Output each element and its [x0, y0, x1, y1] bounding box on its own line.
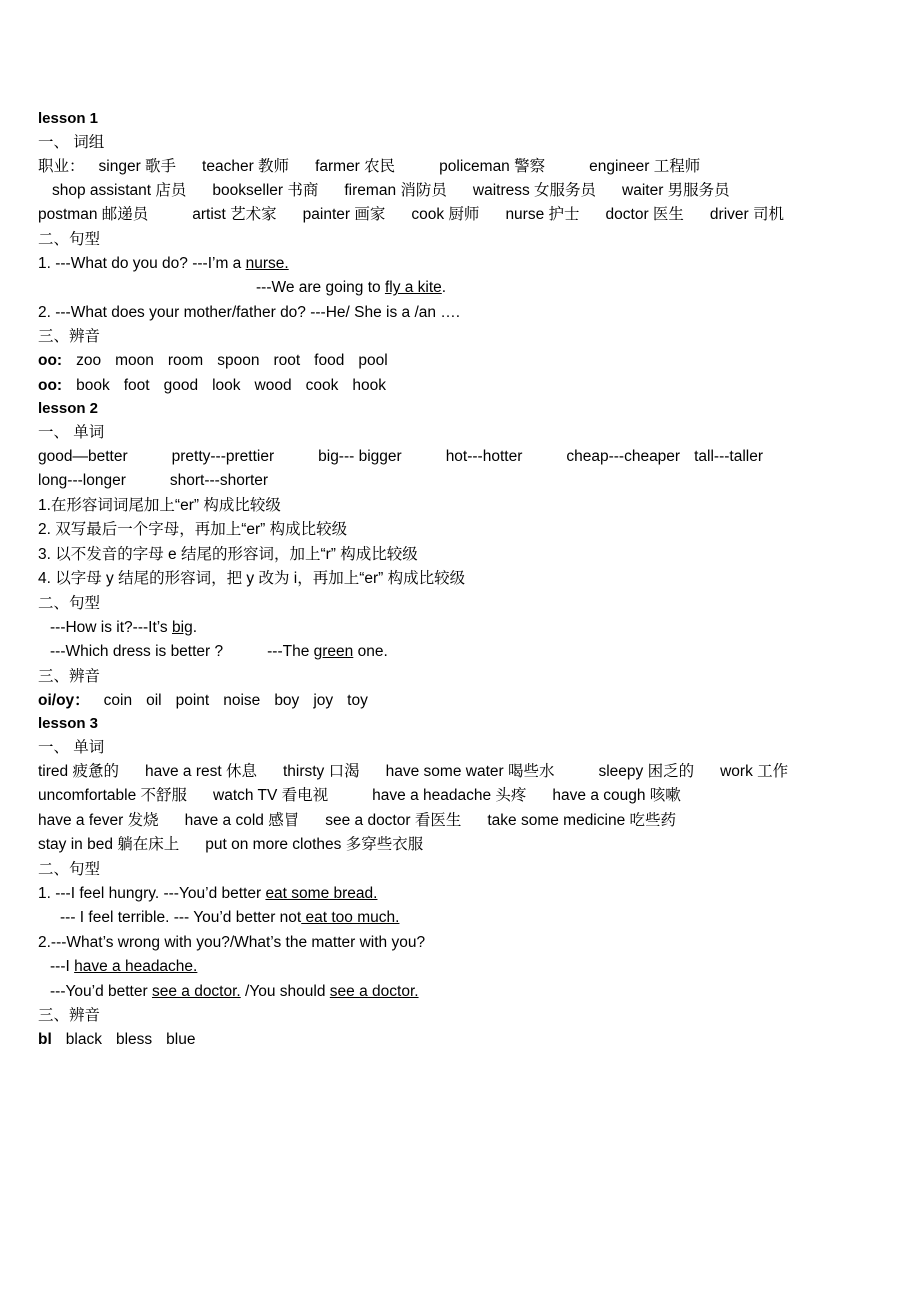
- lesson-1-jobs-line-2: [38, 179, 876, 203]
- word-item: see a doctor 看医生: [325, 811, 462, 829]
- sentence-text: ---You’d better: [50, 982, 152, 1000]
- lesson-3-phonics-bl: [38, 1028, 876, 1052]
- sentence-underlined: have a headache.: [74, 958, 198, 976]
- phonics-word: moon: [115, 352, 154, 370]
- lesson-1-sentence-1: [38, 252, 876, 276]
- sentence-underlined: fly a kite: [384, 279, 442, 297]
- lesson-3-title: lesson 3: [38, 715, 99, 733]
- sentence-text: ---How is it?---It’s: [50, 618, 172, 636]
- word-item: have a cold 感冒: [184, 811, 300, 829]
- job-item: fireman 消防员: [344, 182, 447, 199]
- phonics-label: bl: [38, 1031, 52, 1049]
- sentence-text: ---I: [50, 958, 75, 976]
- sentence-tail: one.: [353, 643, 388, 661]
- sentence-underlined: see a doctor.: [329, 982, 419, 1000]
- job-item: waiter 男服务员: [622, 182, 730, 199]
- job-item: artist 艺术家: [192, 206, 277, 224]
- lesson-2-sentence-2: [38, 640, 876, 664]
- word-pair: cheap---cheaper: [566, 447, 681, 465]
- job-item: postman 邮递员: [38, 206, 149, 224]
- phonics-word: food: [314, 352, 345, 370]
- phonics-word: look: [212, 376, 241, 394]
- lesson-2-rule-2: 2. 双写最后一个字母，再加上“er” 构成比较级: [38, 521, 348, 539]
- sentence-text: ---We are going to: [256, 279, 385, 297]
- sentence-text: /You should: [240, 982, 330, 1000]
- job-item: singer 歌手: [98, 157, 177, 175]
- sentence-text: 1. ---What do you do? ---I’m a: [38, 254, 246, 272]
- phonics-word: noise: [223, 691, 261, 709]
- sentence-underlined: eat some bread.: [265, 884, 378, 902]
- lesson-3-sentence-3: [38, 955, 876, 979]
- job-item: driver 司机: [709, 206, 784, 224]
- job-item: teacher 教师: [202, 157, 290, 175]
- lesson-2-rule-4: 4. 以字母 y 结尾的形容词，把 y 改为 i，再加上“er” 构成比较级: [38, 570, 466, 588]
- phonics-word: black: [65, 1031, 102, 1049]
- sentence-tail: .: [441, 279, 447, 297]
- jobs-label: 职业：: [38, 157, 85, 175]
- job-item: engineer 工程师: [589, 157, 701, 175]
- phonics-word: cook: [305, 376, 339, 394]
- job-item: cook 厨师: [411, 206, 480, 224]
- job-item: nurse 护士: [505, 206, 580, 224]
- sentence-text: ---Which dress is better ?: [50, 643, 224, 661]
- phonics-word: book: [76, 376, 110, 394]
- job-item: doctor 医生: [605, 206, 684, 224]
- lesson-3-words-line-4: [38, 833, 876, 857]
- lesson-3-words-line-1: [38, 760, 876, 784]
- word-item: tired 疲惫的: [38, 762, 119, 780]
- phonics-word: foot: [123, 376, 150, 394]
- lesson-3-words-line-2: [38, 784, 876, 808]
- phonics-word: boy: [274, 691, 300, 709]
- sentence-underlined: eat too much.: [301, 909, 400, 927]
- lesson-1-section: [38, 108, 876, 398]
- lesson-2-section: [38, 398, 876, 713]
- word-pair: short---shorter: [169, 472, 269, 490]
- lesson-3-section-3-heading: 三、辨音: [38, 1007, 101, 1025]
- word-item: thirsty 口渴: [282, 762, 360, 780]
- word-pair: hot---hotter: [445, 447, 523, 465]
- phonics-word: wood: [254, 376, 292, 394]
- word-pair: big--- bigger: [318, 447, 402, 465]
- lesson-1-phonics-oo-1: [38, 349, 876, 373]
- lesson-2-title: lesson 2: [38, 400, 99, 418]
- lesson-1-phonics-oo-2: [38, 374, 876, 398]
- lesson-3-sentence-4: [38, 980, 876, 1004]
- word-item: have a rest 休息: [144, 762, 257, 780]
- lesson-2-section-3-heading: 三、辨音: [38, 667, 101, 685]
- phonics-word: toy: [347, 691, 368, 709]
- word-item: have a cough 咳嗽: [552, 787, 681, 805]
- sentence-tail: .: [192, 618, 197, 636]
- phonics-word: blue: [166, 1031, 196, 1049]
- lesson-3-sentence-1b: [38, 906, 876, 930]
- lesson-2-words-line-1: [38, 445, 876, 469]
- lesson-1-section-2-heading: 二、句型: [38, 230, 101, 248]
- sentence-text: ---The: [267, 643, 314, 661]
- lesson-1-jobs-line-1: [38, 155, 876, 179]
- lesson-1-sentence-2: 2. ---What does your mother/father do? ---He/ She is a /an ….: [38, 303, 461, 321]
- phonics-word: good: [163, 376, 199, 394]
- lesson-3-section: [38, 713, 876, 1052]
- lesson-2-phonics-oi: [38, 689, 876, 713]
- lesson-1-section-1-heading: 一、 词组: [38, 133, 105, 151]
- sentence-underlined: green: [313, 643, 354, 661]
- word-item: have a headache 头疼: [372, 787, 527, 805]
- job-item: waitress 女服务员: [472, 182, 597, 199]
- phonics-label: oo:: [38, 352, 63, 370]
- phonics-label: oi/oy：: [38, 691, 90, 709]
- lesson-1-sentence-1b: [38, 276, 876, 300]
- sentence-underlined: nurse.: [245, 254, 289, 272]
- phonics-word: oil: [146, 691, 162, 709]
- lesson-2-rule-3: 3. 以不发音的字母 e 结尾的形容词，加上“r” 构成比较级: [38, 545, 418, 563]
- lesson-1-title: lesson 1: [38, 110, 99, 127]
- lesson-2-section-1-heading: 一、 单词: [38, 423, 105, 441]
- lesson-3-words-line-3: [38, 809, 876, 833]
- word-pair: pretty---prettier: [171, 447, 275, 465]
- lesson-2-rule-1: 1.在形容词词尾加上“er” 构成比较级: [38, 496, 281, 514]
- phonics-word: coin: [103, 691, 133, 709]
- word-item: put on more clothes 多穿些衣服: [205, 836, 424, 854]
- lesson-2-words-line-2: [38, 469, 876, 493]
- lesson-3-sentence-2: 2.---What’s wrong with you?/What’s the matter with you?: [38, 933, 426, 951]
- phonics-word: spoon: [217, 352, 260, 370]
- phonics-word: root: [273, 352, 301, 370]
- word-item: watch TV 看电视: [213, 787, 329, 805]
- word-item: work 工作: [720, 762, 789, 780]
- sentence-text: 1. ---I feel hungry. ---You’d better: [38, 884, 266, 902]
- sentence-underlined: big: [172, 618, 193, 636]
- phonics-word: point: [175, 691, 210, 709]
- word-item: have some water 喝些水: [385, 762, 555, 780]
- lesson-3-section-2-heading: 二、句型: [38, 860, 101, 878]
- sentence-underlined: see a doctor.: [151, 982, 241, 1000]
- phonics-word: zoo: [76, 352, 102, 370]
- sentence-text: --- I feel terrible. --- You’d better not: [60, 909, 302, 927]
- lesson-1-jobs-line-3: [38, 203, 876, 227]
- word-pair: long---longer: [38, 472, 126, 490]
- word-item: sleepy 困乏的: [598, 762, 695, 780]
- word-item: take some medicine 吃些药: [487, 811, 676, 829]
- job-item: painter 画家: [302, 206, 386, 224]
- word-pair: tall---taller: [694, 447, 763, 465]
- word-item: have a fever 发烧: [38, 811, 159, 829]
- phonics-word: room: [167, 352, 204, 370]
- phonics-word: bless: [115, 1031, 153, 1049]
- word-item: stay in bed 躺在床上: [38, 836, 180, 854]
- job-item: bookseller 书商: [212, 182, 319, 199]
- word-item: uncomfortable 不舒服: [38, 787, 188, 805]
- word-pair: good—better: [38, 447, 128, 465]
- job-item: farmer 农民: [315, 157, 396, 175]
- lesson-2-section-2-heading: 二、句型: [38, 594, 101, 612]
- phonics-word: hook: [352, 376, 386, 394]
- lesson-2-sentence-1: [38, 616, 876, 640]
- lesson-1-section-3-heading: 三、辨音: [38, 328, 101, 346]
- job-item: shop assistant 店员: [52, 182, 187, 199]
- job-item: policeman 警察: [439, 157, 546, 175]
- phonics-word: joy: [313, 691, 334, 709]
- lesson-3-sentence-1: [38, 882, 876, 906]
- lesson-3-section-1-heading: 一、 单词: [38, 738, 105, 756]
- phonics-word: pool: [358, 352, 388, 370]
- phonics-label: oo:: [38, 376, 63, 394]
